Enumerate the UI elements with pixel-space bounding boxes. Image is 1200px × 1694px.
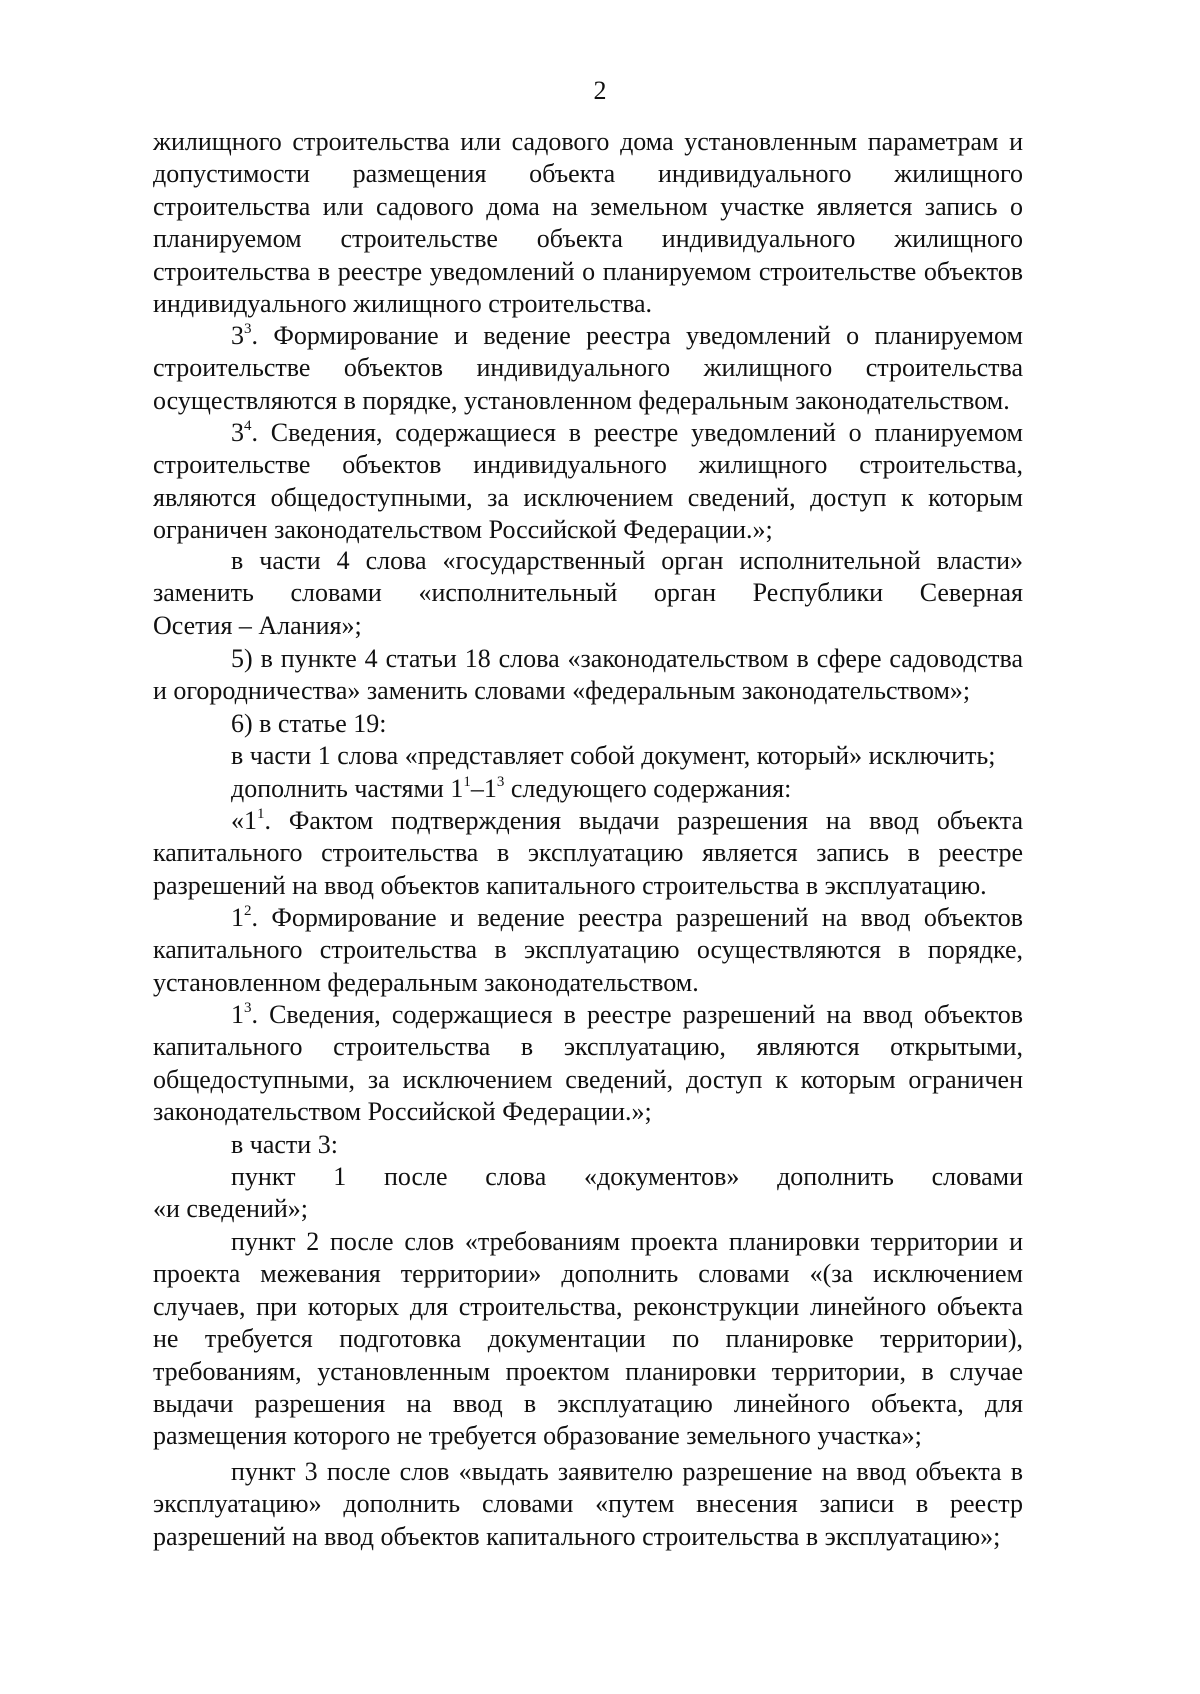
text-line: строительстве объектов индивидуального жилищного строительства — [153, 353, 1023, 383]
paragraph-point-3 — [153, 1456, 1023, 1553]
paragraph-3-3 — [153, 320, 1023, 417]
text-line: разрешений на ввод объектов капитального строительства в эксплуатацию. — [153, 870, 987, 900]
text-line: «и сведений»; — [153, 1194, 309, 1224]
paragraph-part-3 — [153, 1129, 1023, 1161]
paragraph-1-1 — [153, 805, 1023, 902]
paragraph-number: 1 — [231, 1000, 244, 1029]
text-line: в части 1 слова «представляет собой документ, который» исключить; — [231, 741, 996, 770]
text-line: эксплуатацию» дополнить словами «путем внесения записи в реестр — [153, 1489, 1023, 1519]
text-line: пункт 2 после слов «требованиям проекта планировки территории и — [231, 1227, 1023, 1256]
text-line: в части 3: — [231, 1130, 338, 1159]
paragraph-add-parts — [153, 773, 1023, 805]
paragraph-point-1 — [153, 1161, 1023, 1226]
paragraph-superscript: 3 — [244, 1000, 252, 1016]
text-line: строительстве объектов индивидуального жилищного строительства, — [153, 450, 1023, 480]
text-line: капитального строительства в эксплуатацию является запись в реестре — [153, 838, 1023, 868]
text-line: ограничен законодательством Российской Федерации.»; — [153, 515, 773, 545]
paragraph-superscript: 1 — [257, 806, 265, 822]
text-line: . Формирование и ведение реестра уведомлений о планируемом — [251, 321, 1023, 350]
text-line: размещения которого не требуется образование земельного участка»; — [153, 1421, 922, 1451]
paragraph-part-1 — [153, 740, 1023, 772]
superscript: 3 — [496, 774, 505, 790]
text-line: капитального строительства в эксплуатацию осуществляются в порядке, — [153, 935, 1023, 965]
paragraph-number: 1 — [231, 903, 244, 932]
text-line: не требуется подготовка документации по планировке территории), — [153, 1324, 1023, 1354]
text-line: осуществляются в порядке, установленном федеральным законодательством. — [153, 385, 1010, 415]
text-line: в части 4 слова «государственный орган исполнительной власти» — [231, 546, 1023, 575]
page-number: 2 — [593, 76, 607, 105]
text-line: планируемом строительстве объекта индивидуального жилищного — [153, 224, 1023, 254]
text-fragment: –1 — [470, 774, 497, 803]
text-line: заменить словами «исполнительный орган Республики Северная — [153, 578, 1023, 608]
paragraph-item-6 — [153, 708, 1023, 740]
paragraph-superscript: 3 — [244, 321, 252, 337]
text-line: выдачи разрешения на ввод в эксплуатацию линейного объекта, для — [153, 1388, 1023, 1418]
text-line: строительства в реестре уведомлений о планируемом строительстве объектов — [153, 256, 1023, 286]
paragraph-continuation — [153, 126, 1023, 320]
paragraph-superscript: 4 — [244, 418, 252, 434]
text-line: 6) в статье 19: — [231, 709, 387, 738]
text-line: . Фактом подтверждения выдачи разрешения на ввод объекта — [264, 806, 1023, 835]
paragraph-number: 3 — [231, 321, 244, 350]
text-line: пункт 3 после слов «выдать заявителю разрешение на ввод объекта в — [231, 1457, 1023, 1486]
text-line: законодательством Российской Федерации.»; — [153, 1097, 652, 1127]
text-fragment: дополнить частями 1 — [231, 774, 464, 803]
text-line: строительства или садового дома на земельном участке является запись о — [153, 191, 1023, 221]
paragraph-1-2-body — [153, 902, 1023, 999]
text-line: капитального строительства в эксплуатацию, являются открытыми, — [153, 1032, 1023, 1062]
text-line: общедоступными, за исключением сведений, доступ к которым ограничен — [153, 1064, 1023, 1094]
text-line: разрешений на ввод объектов капитального строительства в эксплуатацию»; — [153, 1521, 1001, 1551]
text-line: Осетия – Алания»; — [153, 610, 362, 640]
text-line: случаев, при которых для строительства, реконструкции линейного объекта — [153, 1291, 1023, 1321]
text-line: являются общедоступными, за исключением сведений, доступ к которым — [153, 482, 1023, 512]
text-line: требованиям, установленным проектом планировки территории, в случае — [153, 1356, 1023, 1386]
text-line: индивидуального жилищного строительства. — [153, 288, 653, 318]
paragraph-3-4 — [153, 417, 1023, 547]
paragraph-point-2 — [153, 1226, 1023, 1453]
text-line: установленном федеральным законодательством. — [153, 967, 699, 997]
superscript: 1 — [463, 774, 471, 790]
paragraph-number: «1 — [231, 806, 257, 835]
text-line: и огородничества» заменить словами «федеральным законодательством»; — [153, 676, 971, 706]
paragraph-number: 3 — [231, 418, 244, 447]
paragraph-part-4 — [153, 545, 1023, 642]
paragraph-1-3 — [153, 999, 1023, 1129]
paragraph-item-5 — [153, 643, 1023, 708]
text-line: проекта межевания территории» дополнить словами «(за исключением — [153, 1259, 1023, 1289]
paragraph-superscript: 2 — [244, 903, 252, 919]
text-line: жилищного строительства или садового дома установленным параметрам и — [153, 127, 1023, 156]
text-line: 5) в пункте 4 статьи 18 слова «законодательством в сфере садоводства — [231, 644, 1023, 673]
text-line: . Сведения, содержащиеся в реестре разрешений на ввод объектов — [251, 1000, 1023, 1029]
text-line: . Сведения, содержащиеся в реестре уведомлений о планируемом — [251, 418, 1023, 447]
text-fragment: следующего содержания: — [504, 774, 792, 803]
text-line: пункт 1 после слова «документов» дополнить словами — [231, 1162, 1023, 1191]
text-line: . Формирование и ведение реестра разрешений на ввод объектов — [251, 903, 1023, 932]
text-line: допустимости размещения объекта индивидуального жилищного — [153, 159, 1023, 189]
